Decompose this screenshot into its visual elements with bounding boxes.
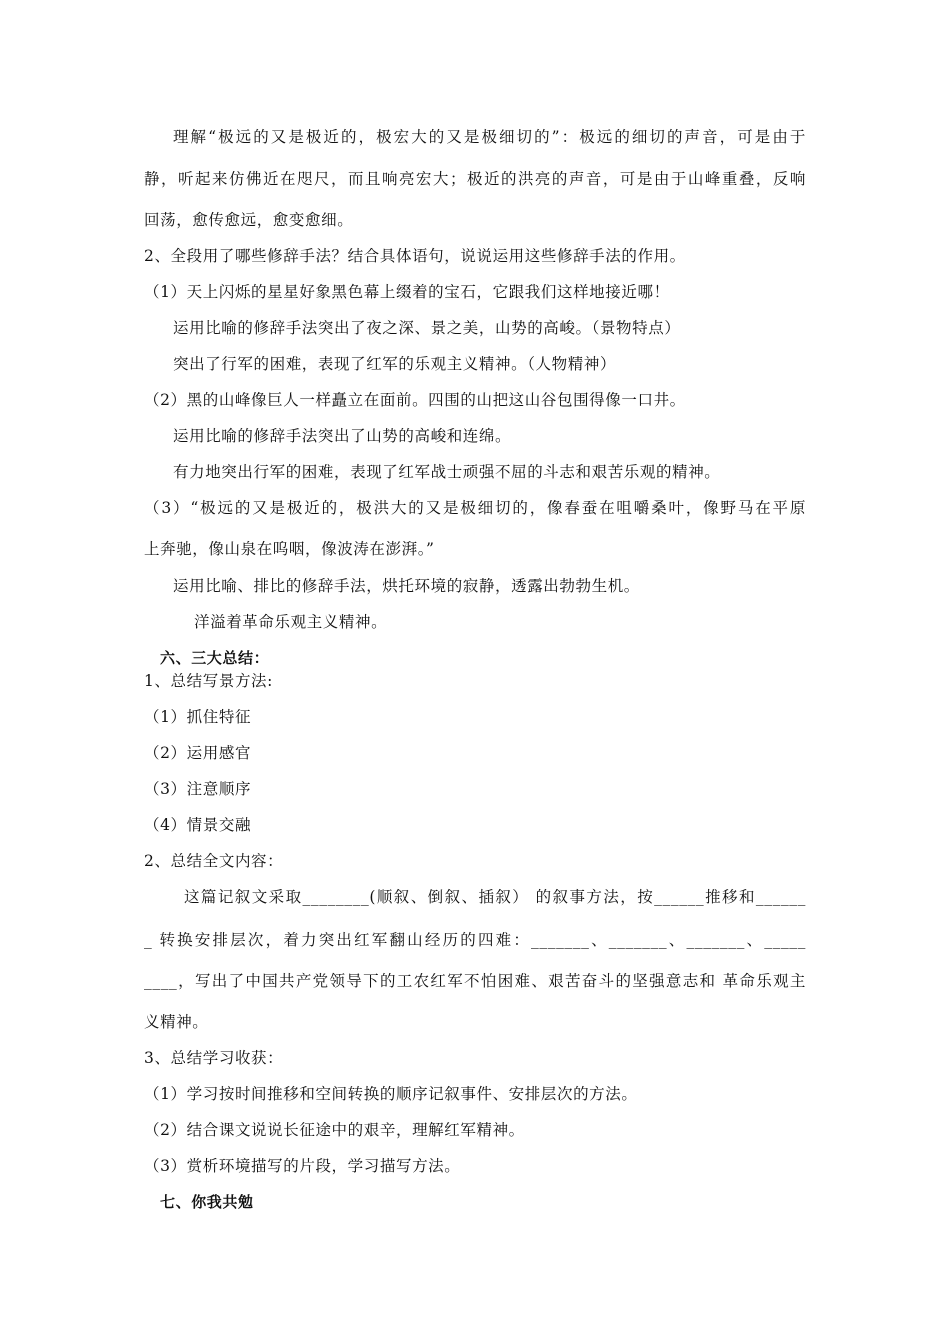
list-item: （1）学习按时间推移和空间转换的顺序记叙事件、安排层次的方法。 xyxy=(144,1085,638,1103)
list-item: （4）情景交融 xyxy=(144,816,252,834)
analysis-line: 有力地突出行军的困难，表现了红军战士顽强不屈的斗志和艰苦乐观的精神。 xyxy=(173,463,721,481)
example-line: （1）天上闪烁的星星好象黑色幕上缀着的宝石，它跟我们这样地接近哪！ xyxy=(144,283,670,301)
subheading-line: 1、总结写景方法: xyxy=(144,672,273,690)
section-heading: 六、三大总结： xyxy=(160,649,270,667)
list-item: （3）注意顺序 xyxy=(144,780,252,798)
fill-blank-line: ____，写出了中国共产党领导下的工农红军不怕困难、艰苦奋斗的坚强意志和 革命乐观主 xyxy=(144,972,806,990)
subheading-line: 2、总结全文内容： xyxy=(144,852,284,870)
list-item: （3）赏析环境描写的片段，学习描写方法。 xyxy=(144,1157,461,1175)
paragraph-line: 理解“极远的又是极近的，极宏大的又是极细切的”：极远的细切的声音，可是由于 xyxy=(173,128,806,146)
fill-blank-line: 这篇记叙文采取________(顺叙、倒叙、插叙） 的叙事方法，按______推移和______ xyxy=(184,888,806,906)
subheading-line: 3、总结学习收获： xyxy=(144,1049,284,1067)
section-heading: 七、你我共勉 xyxy=(160,1193,254,1211)
example-line: （3）“极远的又是极近的，极洪大的又是极细切的，像春蚕在咀嚼桑叶，像野马在平原 xyxy=(144,499,806,517)
paragraph-line: 回荡，愈传愈远，愈变愈细。 xyxy=(144,211,354,229)
example-line: （2）黑的山峰像巨人一样矗立在面前。四围的山把这山谷包围得像一口井。 xyxy=(144,391,686,409)
fill-blank-line: _ 转换安排层次，着力突出红军翻山经历的四难：_______、_______、_______、_____ xyxy=(144,931,806,949)
fill-blank-line: 义精神。 xyxy=(144,1013,209,1031)
example-line: 上奔驰，像山泉在呜咽，像波涛在澎湃。” xyxy=(144,540,435,558)
paragraph-line: 静，听起来仿佛近在咫尺，而且响亮宏大；极近的洪亮的声音，可是由于山峰重叠，反响 xyxy=(144,170,806,188)
analysis-line: 突出了行军的困难，表现了红军的乐观主义精神。（人物精神） xyxy=(173,355,617,373)
list-item: （1）抓住特征 xyxy=(144,708,252,726)
analysis-line: 运用比喻的修辞手法突出了夜之深、景之美，山势的高峻。（景物特点） xyxy=(173,319,681,337)
analysis-line: 运用比喻的修辞手法突出了山势的高峻和连绵。 xyxy=(173,427,512,445)
question-line: 2、全段用了哪些修辞手法？结合具体语句，说说运用这些修辞手法的作用。 xyxy=(144,247,686,265)
list-item: （2）运用感官 xyxy=(144,744,252,762)
list-item: （2）结合课文说说长征途中的艰辛，理解红军精神。 xyxy=(144,1121,525,1139)
analysis-line: 洋溢着革命乐观主义精神。 xyxy=(194,613,388,631)
analysis-line: 运用比喻、排比的修辞手法，烘托环境的寂静，透露出勃勃生机。 xyxy=(173,577,640,595)
